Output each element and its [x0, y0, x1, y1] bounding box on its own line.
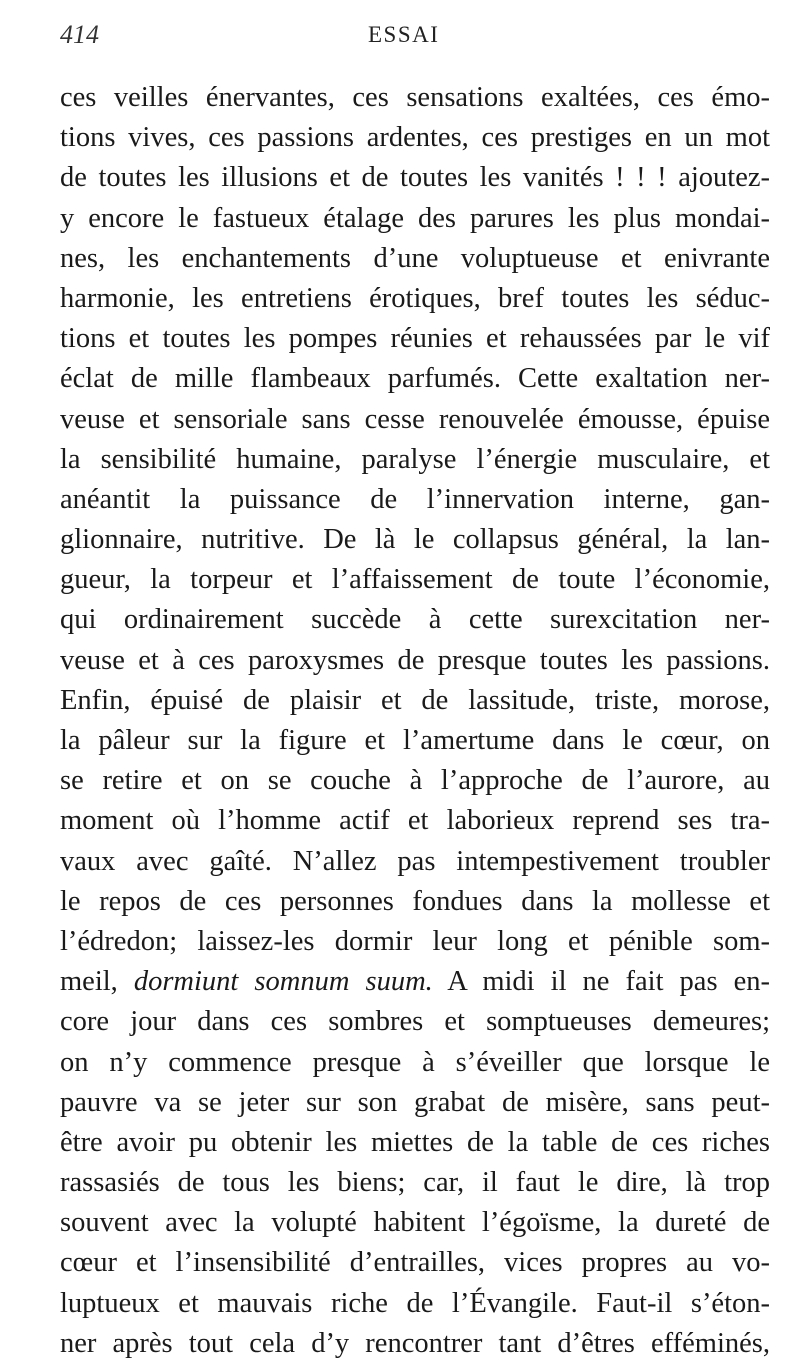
text-line: y encore le fastueux étalage des parures les plus mondai-	[60, 202, 770, 234]
text-line: la sensibilité humaine, paralyse l’énergie musculaire, et	[60, 443, 770, 475]
text-line: de toutes les illusions et de toutes les vanités ! ! ! ajoutez-	[60, 162, 770, 194]
text-line: rassasiés de tous les biens; car, il faut le dire, là trop	[60, 1167, 770, 1199]
text-line: anéantit la puissance de l’innervation interne, gan-	[60, 483, 770, 515]
text-line: se retire et on se couche à l’approche de l’aurore, au	[60, 765, 770, 797]
text-line: luptueux et mauvais riche de l’Évangile. Faut-il s’éton-	[60, 1287, 770, 1319]
text-line: core jour dans ces sombres et somptueuses demeures;	[60, 1006, 770, 1038]
text-line: harmonie, les entretiens érotiques, bref toutes les séduc-	[60, 282, 770, 314]
text-line: la pâleur sur la figure et l’amertume dans le cœur, on	[60, 725, 770, 756]
text-line: on n’y commence presque à s’éveiller que lorsque le	[60, 1046, 770, 1078]
text-line: Enfin, épuisé de plaisir et de lassitude, triste, morose,	[60, 684, 770, 716]
running-head	[60, 20, 760, 60]
text-line: être avoir pu obtenir les miettes de la table de ces riches	[60, 1126, 770, 1158]
text-line: cœur et l’insensibilité d’entrailles, vices propres au vo-	[60, 1247, 770, 1279]
text-line: pauvre va se jeter sur son grabat de misère, sans peut-	[60, 1086, 770, 1118]
text-line: éclat de mille flambeaux parfumés. Cette exaltation ner-	[60, 363, 770, 395]
text-line: souvent avec la volupté habitent l’égoïsme, la dureté de	[60, 1207, 770, 1239]
text-line: nes, les enchantements d’une voluptueuse et enivrante	[60, 242, 770, 274]
text-line: ner après tout cela d’y rencontrer tant d’êtres efféminés,	[60, 1327, 770, 1359]
body-text	[60, 78, 770, 1364]
text-line: le repos de ces personnes fondues dans la mollesse et	[60, 885, 770, 917]
text-line: tions et toutes les pompes réunies et rehaussées par le vif	[60, 323, 770, 355]
running-title: ESSAI	[368, 22, 440, 47]
text-line: gueur, la torpeur et l’affaissement de toute l’économie,	[60, 564, 770, 596]
text-line: ces veilles énervantes, ces sensations exaltées, ces émo-	[60, 82, 770, 113]
latin-quote: dormiunt somnum suum.	[133, 966, 433, 998]
text-line: veuse et sensoriale sans cesse renouvelée émousse, épuise	[60, 403, 770, 435]
text-fragment: A midi il ne fait pas en-	[432, 966, 770, 998]
text-line: tions vives, ces passions ardentes, ces prestiges en un mot	[60, 122, 770, 154]
text-line: vaux avec gaîté. N’allez pas intempestivement troubler	[60, 845, 770, 877]
text-fragment: meil,	[60, 966, 134, 998]
text-line-latin-quote	[60, 962, 770, 1002]
text-line: l’édredon; laissez-les dormir leur long et pénible som-	[60, 925, 770, 957]
text-line: glionnaire, nutritive. De là le collapsus général, la lan-	[60, 524, 770, 556]
text-line: qui ordinairement succède à cette surexcitation ner-	[60, 604, 770, 636]
text-line: veuse et à ces paroxysmes de presque toutes les passions.	[60, 644, 770, 676]
page-number: 414	[60, 20, 99, 49]
text-line: moment où l’homme actif et laborieux reprend ses tra-	[60, 805, 770, 837]
